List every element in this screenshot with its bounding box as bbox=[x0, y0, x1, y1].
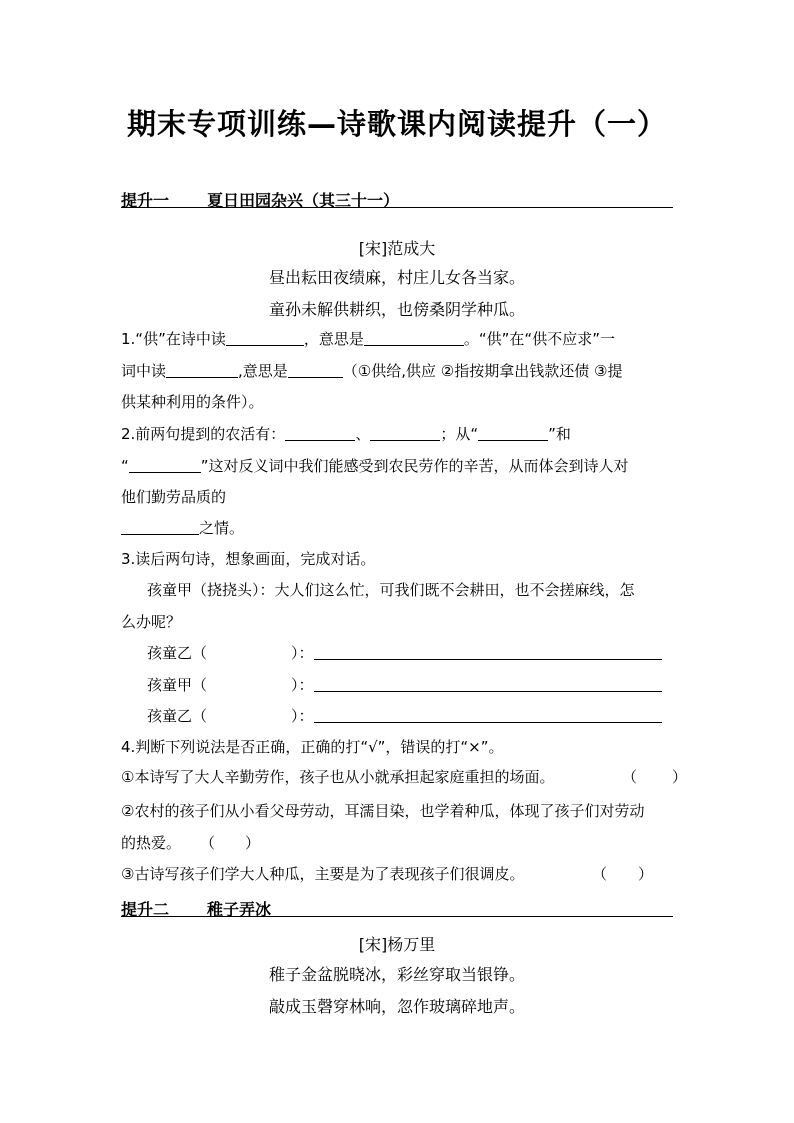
poem-title: 夏日田园杂兴（其三十一） bbox=[207, 191, 400, 210]
answer-blank[interactable] bbox=[364, 331, 464, 346]
judge-paren-open[interactable]: （ bbox=[622, 768, 638, 786]
statement-2: ②农村的孩子们从小看父母劳动，耳濡目染，也学着种瓜，体现了孩子们对劳动 bbox=[121, 802, 645, 820]
dialogue-line bbox=[147, 674, 662, 695]
q2-text: 之情。 bbox=[199, 519, 245, 537]
answer-blank[interactable] bbox=[288, 363, 343, 378]
answer-blank[interactable] bbox=[121, 520, 199, 535]
section-label: 提升二 bbox=[121, 900, 170, 919]
answer-blank[interactable] bbox=[285, 426, 355, 441]
poem-title: 稚子弄冰 bbox=[207, 900, 272, 919]
q2-text: ；从“ bbox=[440, 425, 479, 443]
question-1-cont bbox=[121, 360, 622, 381]
q3-text: ）： bbox=[291, 644, 314, 662]
answer-blank[interactable] bbox=[226, 331, 304, 346]
q1-text: ，意思是 bbox=[303, 330, 364, 348]
answer-line[interactable] bbox=[314, 677, 662, 692]
answer-line[interactable] bbox=[314, 708, 662, 723]
statement-3: ③古诗写孩子们学大人种瓜，主要是为了表现孩子们很调皮。 bbox=[121, 865, 525, 883]
q1-text: 供某种利用的条件）。 bbox=[121, 393, 264, 411]
q4-text: 4.判断下列说法是否正确，正确的打“√”，错误的打“×”。 bbox=[121, 738, 504, 756]
poem-line: 童孙未解供耕织，也傍桑阴学种瓜。 bbox=[268, 300, 525, 319]
judge-paren-close: ） bbox=[638, 865, 654, 883]
q2-text: 他们勤劳品质的 bbox=[121, 488, 227, 506]
q3-text: 么办呢？ bbox=[121, 613, 182, 631]
speaker-label: 孩童甲（ bbox=[147, 676, 208, 694]
poem-author: [宋]范成大 bbox=[358, 239, 436, 258]
poem-line: 昼出耘田夜绩麻，村庄儿女各当家。 bbox=[268, 268, 525, 287]
answer-blank[interactable] bbox=[166, 363, 238, 378]
judge-paren-close: ） bbox=[672, 768, 688, 786]
q2-text: “ bbox=[121, 457, 129, 475]
q1-text: 词中读 bbox=[121, 362, 167, 380]
answer-line[interactable] bbox=[314, 645, 662, 660]
dialogue-line bbox=[147, 642, 662, 663]
judge-paren-open[interactable]: （ bbox=[200, 834, 216, 852]
q2-text: ”这对反义词中我们能感受到农民劳作的辛苦，从而体会到诗人对 bbox=[200, 457, 629, 475]
dialogue-line bbox=[147, 705, 662, 726]
section-rule bbox=[121, 916, 673, 917]
judge-paren-open[interactable]: （ bbox=[592, 865, 608, 883]
statement-2-cont: 的热爱。 bbox=[121, 834, 182, 852]
speaker-label: 孩童乙（ bbox=[147, 707, 208, 725]
question-2-end bbox=[121, 517, 244, 538]
page-title: 期末专项训练—诗歌课内阅读提升（一） bbox=[126, 107, 667, 141]
poem-author: [宋]杨万里 bbox=[358, 935, 436, 954]
q3-text: 3.读后两句诗，想象画面，完成对话。 bbox=[121, 550, 376, 568]
question-2-cont bbox=[121, 455, 629, 476]
poem-line: 稚子金盆脱晓冰，彩丝穿取当银铮。 bbox=[268, 965, 525, 984]
q3-text: ）： bbox=[291, 676, 314, 694]
answer-blank[interactable] bbox=[478, 426, 548, 441]
q1-text: 1.“供”在诗中读 bbox=[121, 330, 226, 348]
q1-text: 。“供”在“供不应求”一 bbox=[463, 330, 615, 348]
question-2 bbox=[121, 423, 571, 444]
q2-text: ”和 bbox=[548, 425, 571, 443]
section-rule bbox=[121, 207, 673, 208]
question-1 bbox=[121, 328, 615, 349]
q1-text: （①供给,供应 ②指按期拿出钱款还债 ③提 bbox=[342, 362, 623, 380]
speaker-label: 孩童乙（ bbox=[147, 644, 208, 662]
answer-blank[interactable] bbox=[129, 458, 201, 473]
answer-blank[interactable] bbox=[370, 426, 440, 441]
q1-text: ,意思是 bbox=[238, 362, 288, 380]
section-label: 提升一 bbox=[121, 191, 170, 210]
statement-1: ①本诗写了大人辛勤劳作，孩子也从小就承担起家庭重担的场面。 bbox=[121, 768, 555, 786]
q3-text: ）： bbox=[291, 707, 314, 725]
q3-text: 孩童甲（挠挠头）：大人们这么忙，可我们既不会耕田，也不会搓麻线，怎 bbox=[147, 581, 635, 599]
judge-paren-close: ） bbox=[245, 834, 261, 852]
q2-text: 、 bbox=[355, 425, 371, 443]
q2-text: 2.前两句提到的农活有： bbox=[121, 425, 286, 443]
poem-line: 敲成玉磬穿林响，忽作玻璃碎地声。 bbox=[268, 997, 525, 1016]
